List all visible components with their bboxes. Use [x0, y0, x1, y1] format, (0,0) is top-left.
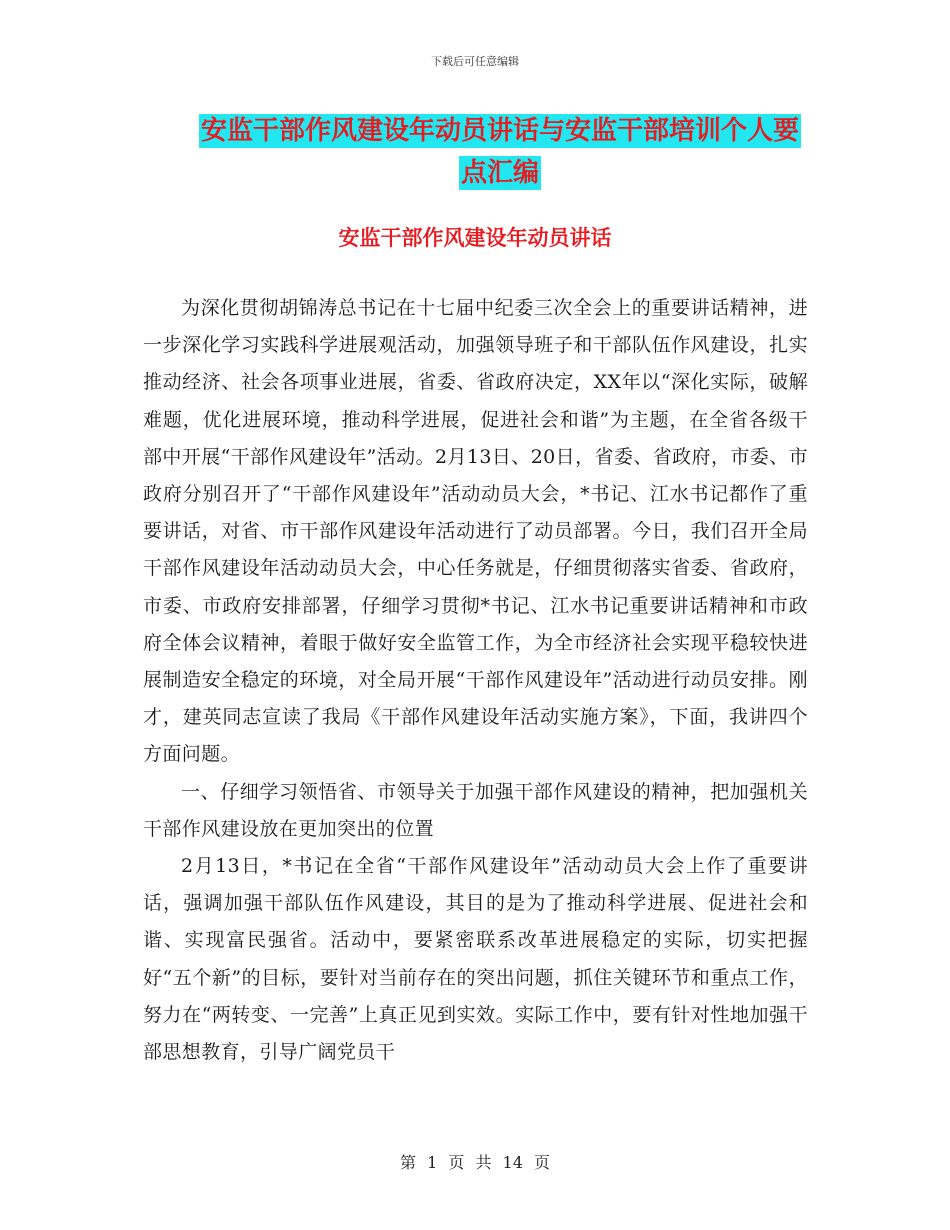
header-note: 下载后可任意编辑	[431, 55, 519, 68]
body-paragraph-heading: 一、仔细学习领悟省、市领导关于加强干部作风建设的精神，把加强机关干部作风建设放在更加突出的位置	[143, 780, 808, 840]
section-title: 安监干部作风建设年动员讲话	[338, 226, 612, 250]
document-body	[143, 290, 808, 1071]
document-title-line1: 安监干部作风建设年动员讲话与安监干部培训个人要	[200, 116, 799, 146]
page-number: 第 1 页 共 14 页	[400, 1153, 550, 1172]
document-title-line2: 点汇编	[460, 158, 539, 188]
body-paragraph: 2月13日，*书记在全省“干部作风建设年”活动动员大会上作了重要讲话，强调加强干部队伍作风建设，其目的是为了推动科学进展、促进社会和谐、实现富民强省。活动中，要紧密联系改革进展稳定的实际，切实把握好“五个新”的目标，要针对当前存在的突出问题，抓住关键环节和重点工作，努力在“两转变、一完善”上真正见到实效。实际工作中，要有针对性地加强干部思想教育，引导广阔党员干	[143, 855, 808, 1064]
document-title	[190, 110, 810, 194]
body-paragraph: 为深化贯彻胡锦涛总书记在十七届中纪委三次全会上的重要讲话精神，进一步深化学习实践科学进展观活动，加强领导班子和干部队伍作风建设，扎实推动经济、社会各项事业进展，省委、省政府决定，XX年以“深化实际，破解难题，优化进展环境，推动科学进展，促进社会和谐”为主题，在全省各级干部中开展“干部作风建设年”活动。2月13日、20日，省委、省政府，市委、市政府分别召开了“干部作风建设年”活动动员大会，*书记、江水书记都作了重要讲话，对省、市干部作风建设年活动进行了动员部署。今日，我们召开全局干部作风建设年活动动员大会，中心任务就是，仔细贯彻落实省委、省政府，市委、市政府安排部署，仔细学习贯彻*书记、江水书记重要讲话精神和市政府全体会议精神，着眼于做好安全监管工作，为全市经济社会实现平稳较快进展制造安全稳定的环境，对全局开展“干部作风建设年”活动进行动员安排。刚才，建英同志宣读了我局《干部作风建设年活动实施方案》，下面，我讲四个方面问题。	[143, 297, 808, 766]
